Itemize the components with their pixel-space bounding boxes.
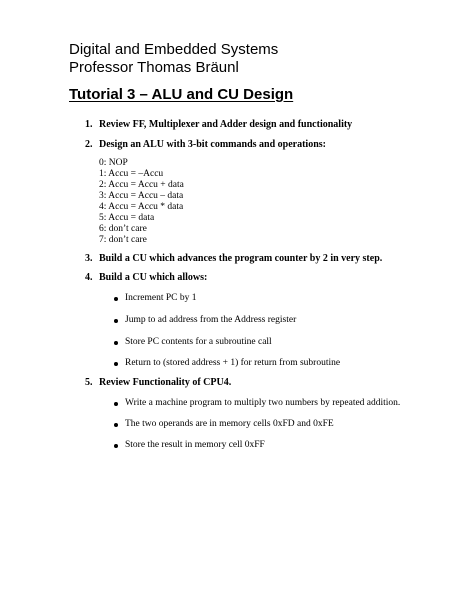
bullet-icon	[114, 362, 118, 366]
alu-operation: 1: Accu = –Accu	[99, 169, 164, 179]
page-title: Tutorial 3 – ALU and CU Design	[69, 86, 294, 103]
item-number: 1.	[85, 119, 93, 130]
bullet-icon	[114, 444, 118, 448]
item-number: 3.	[85, 253, 93, 264]
item-number: 5.	[85, 377, 93, 388]
list-item: Store the result in memory cell 0xFF	[125, 440, 265, 450]
list-item: Increment PC by 1	[125, 293, 197, 303]
bullet-icon	[114, 319, 118, 323]
alu-operation: 4: Accu = Accu * data	[99, 202, 184, 212]
list-item: Write a machine program to multiply two numbers by repeated addition.	[125, 398, 401, 408]
item-text: Build a CU which allows:	[99, 272, 208, 283]
item-text: Review FF, Multiplexer and Adder design and functionality	[99, 119, 353, 130]
bullet-icon	[114, 341, 118, 345]
professor-name: Professor Thomas Bräunl	[69, 59, 239, 76]
item-number: 2.	[85, 139, 93, 150]
alu-operation: 7: don’t care	[99, 235, 147, 245]
item-text: Build a CU which advances the program counter by 2 in very step.	[99, 253, 383, 264]
alu-operation: 5: Accu = data	[99, 213, 155, 223]
alu-operation: 6: don’t care	[99, 224, 147, 234]
list-item: Jump to ad address from the Address register	[125, 315, 297, 325]
list-item: Return to (stored address + 1) for return from subroutine	[125, 358, 341, 368]
list-item: The two operands are in memory cells 0xFD and 0xFE	[125, 419, 334, 429]
alu-operation: 0: NOP	[99, 158, 128, 168]
item-number: 4.	[85, 272, 93, 283]
list-item: Store PC contents for a subroutine call	[125, 337, 272, 347]
item-text: Review Functionality of CPU4.	[99, 377, 232, 388]
alu-operation: 2: Accu = Accu + data	[99, 180, 184, 190]
course-name: Digital and Embedded Systems	[69, 41, 279, 58]
bullet-icon	[114, 402, 118, 406]
item-text: Design an ALU with 3-bit commands and operations:	[99, 139, 326, 150]
alu-operation: 3: Accu = Accu – data	[99, 191, 184, 201]
bullet-icon	[114, 297, 118, 301]
bullet-icon	[114, 423, 118, 427]
